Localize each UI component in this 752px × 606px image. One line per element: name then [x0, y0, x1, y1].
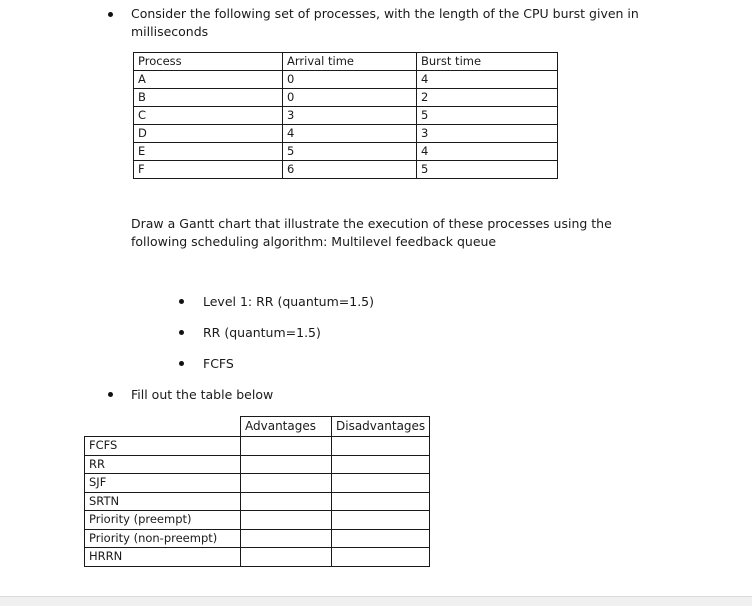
table-row	[85, 548, 430, 567]
table-row	[134, 107, 558, 125]
bullet-dot	[179, 330, 184, 335]
disadvantages-cell[interactable]	[332, 474, 430, 493]
table-row	[85, 474, 430, 493]
process-cell: D	[134, 125, 283, 143]
header-advantages: Advantages	[241, 417, 332, 437]
advantages-cell[interactable]	[241, 492, 332, 511]
table-row	[85, 455, 430, 474]
algorithm-cell: Priority (preempt)	[85, 511, 241, 530]
table-row	[134, 161, 558, 179]
burst-cell: 5	[417, 107, 558, 125]
bullet-dot	[108, 392, 113, 397]
gantt-prompt-line-2: following scheduling algorithm: Multilevel feedback queue	[131, 234, 497, 249]
algorithm-cell: SJF	[85, 474, 241, 493]
gantt-prompt-line-1: Draw a Gantt chart that illustrate the execution of these processes using the	[131, 216, 612, 231]
arrival-cell: 3	[283, 107, 417, 125]
level-3-item: FCFS	[203, 356, 234, 371]
disadvantages-cell[interactable]	[332, 437, 430, 456]
process-cell: A	[134, 71, 283, 89]
header-disadvantages: Disadvantages	[332, 417, 430, 437]
arrival-cell: 4	[283, 125, 417, 143]
arrival-cell: 6	[283, 161, 417, 179]
disadvantages-cell[interactable]	[332, 548, 430, 567]
comparison-table	[84, 416, 430, 567]
intro-line-1: Consider the following set of processes, with the length of the CPU burst given in	[131, 6, 639, 21]
header-burst-time: Burst time	[417, 53, 558, 71]
table-row	[85, 511, 430, 530]
table-row	[85, 437, 430, 456]
fill-out-instruction: Fill out the table below	[131, 387, 274, 402]
level-1-item: Level 1: RR (quantum=1.5)	[203, 294, 374, 309]
algorithm-cell: SRTN	[85, 492, 241, 511]
disadvantages-cell[interactable]	[332, 492, 430, 511]
table-row	[85, 529, 430, 548]
burst-cell: 4	[417, 71, 558, 89]
table-row	[134, 143, 558, 161]
bullet-dot	[179, 361, 184, 366]
process-cell: B	[134, 89, 283, 107]
advantages-cell[interactable]	[241, 455, 332, 474]
level-2-item: RR (quantum=1.5)	[203, 325, 321, 340]
process-table	[133, 52, 558, 179]
disadvantages-cell[interactable]	[332, 511, 430, 530]
disadvantages-cell[interactable]	[332, 455, 430, 474]
algorithm-cell: HRRN	[85, 548, 241, 567]
advantages-cell[interactable]	[241, 511, 332, 530]
advantages-cell[interactable]	[241, 529, 332, 548]
algorithm-cell: Priority (non-preempt)	[85, 529, 241, 548]
table-row	[134, 71, 558, 89]
header-process: Process	[134, 53, 283, 71]
header-arrival-time: Arrival time	[283, 53, 417, 71]
arrival-cell: 0	[283, 89, 417, 107]
advantages-cell[interactable]	[241, 437, 332, 456]
table-row	[134, 125, 558, 143]
table-header-row	[85, 417, 430, 437]
header-blank	[85, 417, 241, 437]
burst-cell: 2	[417, 89, 558, 107]
burst-cell: 4	[417, 143, 558, 161]
burst-cell: 3	[417, 125, 558, 143]
intro-line-2: milliseconds	[131, 24, 209, 39]
process-cell: E	[134, 143, 283, 161]
algorithm-cell: FCFS	[85, 437, 241, 456]
process-cell: F	[134, 161, 283, 179]
process-cell: C	[134, 107, 283, 125]
arrival-cell: 5	[283, 143, 417, 161]
advantages-cell[interactable]	[241, 474, 332, 493]
advantages-cell[interactable]	[241, 548, 332, 567]
arrival-cell: 0	[283, 71, 417, 89]
table-row	[134, 89, 558, 107]
bullet-dot	[179, 299, 184, 304]
disadvantages-cell[interactable]	[332, 529, 430, 548]
table-row	[85, 492, 430, 511]
algorithm-cell: RR	[85, 455, 241, 474]
table-header-row	[134, 53, 558, 71]
bullet-dot	[108, 12, 113, 17]
burst-cell: 5	[417, 161, 558, 179]
